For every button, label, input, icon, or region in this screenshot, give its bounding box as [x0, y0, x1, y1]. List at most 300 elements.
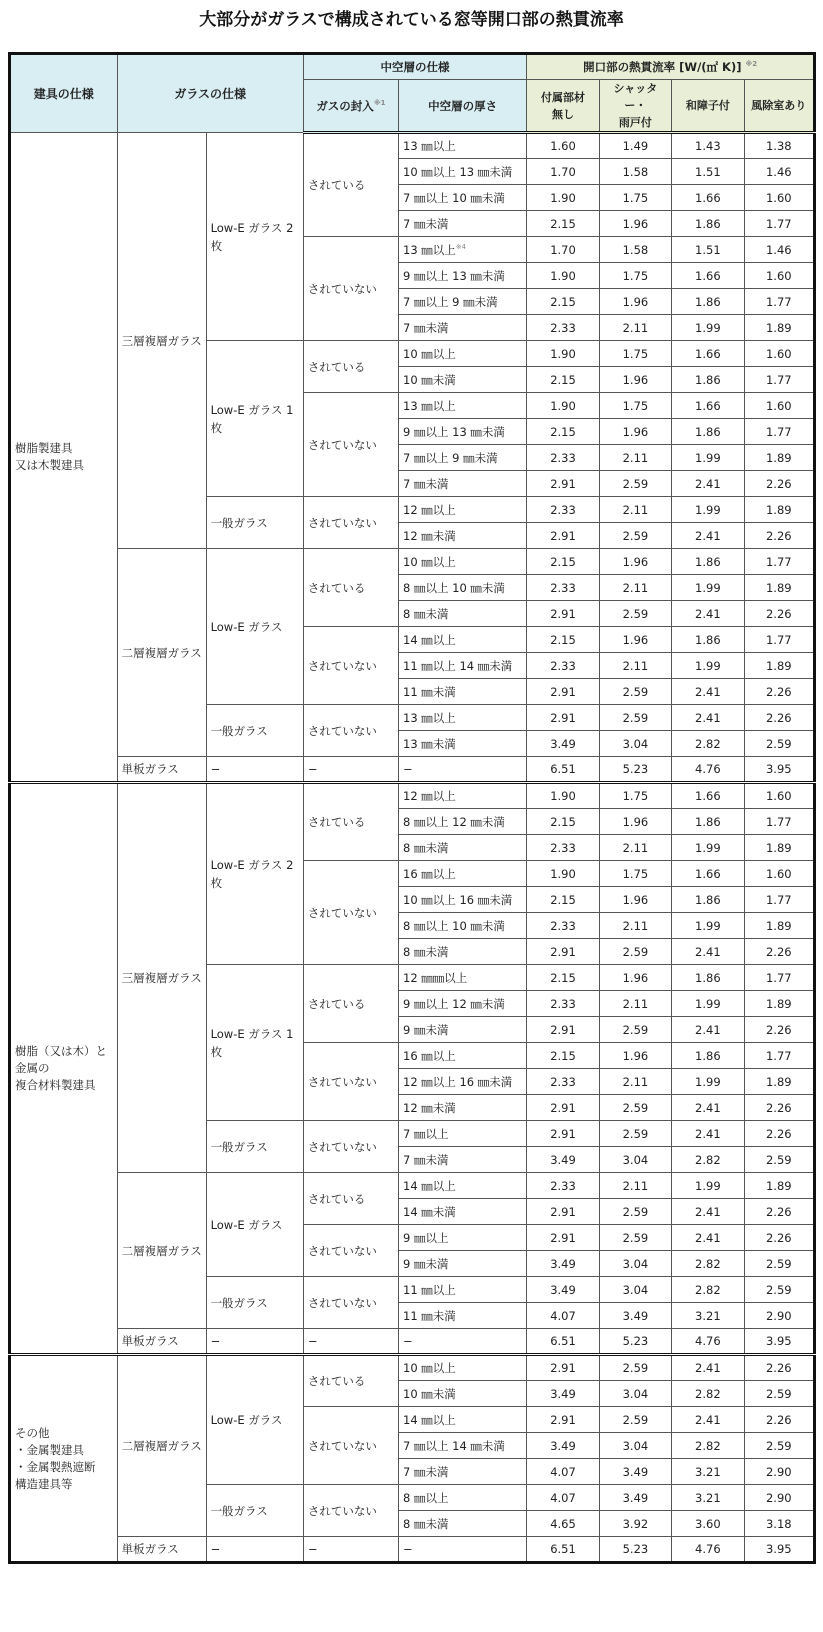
u-shoji-cell: 1.66	[672, 341, 744, 367]
u-no-attach-cell: 2.33	[527, 1069, 599, 1095]
hollow-thickness-text: 11 ㎜未満	[403, 684, 456, 699]
u-shoji-cell: 1.99	[672, 445, 744, 471]
u-shoji-cell: 1.66	[672, 185, 744, 211]
u-windbreak-cell: 1.60	[744, 393, 814, 419]
u-shutter-cell: 2.59	[599, 1017, 671, 1043]
hollow-thickness-cell	[399, 1485, 527, 1511]
u-shoji-cell: 1.86	[672, 419, 744, 445]
hollow-thickness-cell	[399, 809, 527, 835]
u-value-table-container	[8, 52, 816, 1630]
u-shutter-cell: 1.58	[599, 159, 671, 185]
glass-type-cell: 単板ガラス	[117, 757, 206, 783]
glass-sub-cell: Low-E ガラス 1 枚	[206, 341, 303, 497]
glass-sub-cell: 一般ガラス	[206, 1121, 303, 1173]
u-shoji-cell: 1.99	[672, 1173, 744, 1199]
header-gas-fill-label: ガスの封入	[316, 98, 374, 113]
u-shoji-cell: 1.99	[672, 1069, 744, 1095]
u-windbreak-cell: 3.95	[744, 1537, 814, 1563]
hollow-thickness-cell	[399, 1381, 527, 1407]
u-no-attach-cell: 2.91	[527, 601, 599, 627]
glass-sub-cell: Low-E ガラス 1 枚	[206, 965, 303, 1121]
u-shutter-cell: 2.59	[599, 471, 671, 497]
hollow-thickness-text: 7 ㎜未満	[403, 216, 449, 231]
u-shoji-cell: 1.86	[672, 549, 744, 575]
footnote-mark: ※4	[455, 242, 467, 251]
hollow-thickness-text: 10 ㎜未満	[403, 1386, 456, 1401]
u-no-attach-cell: 3.49	[527, 1147, 599, 1173]
hollow-thickness-text: 10 ㎜以上	[403, 346, 456, 361]
u-windbreak-cell: 2.59	[744, 731, 814, 757]
u-shutter-cell: 5.23	[599, 757, 671, 783]
u-windbreak-cell: 1.77	[744, 965, 814, 991]
u-no-attach-cell: 4.07	[527, 1459, 599, 1485]
u-shoji-cell: 1.66	[672, 263, 744, 289]
hollow-thickness-cell	[399, 419, 527, 445]
hollow-thickness-cell	[399, 497, 527, 523]
hollow-thickness-text: 12 ㎜未満	[403, 1100, 456, 1115]
u-no-attach-cell: 2.15	[527, 809, 599, 835]
hollow-thickness-text: 9 ㎜以上 13 ㎜未満	[403, 424, 505, 439]
hollow-thickness-cell	[399, 627, 527, 653]
u-windbreak-cell: 2.26	[744, 939, 814, 965]
glass-type-cell: 三層複層ガラス	[117, 783, 206, 1173]
u-shoji-cell: 2.41	[672, 939, 744, 965]
u-shoji-cell: 3.60	[672, 1511, 744, 1537]
u-no-attach-cell: 2.91	[527, 1225, 599, 1251]
u-no-attach-cell: 2.15	[527, 1043, 599, 1069]
hollow-thickness-cell	[399, 1433, 527, 1459]
u-windbreak-cell: 2.59	[744, 1433, 814, 1459]
u-no-attach-cell: 2.91	[527, 679, 599, 705]
u-shutter-cell: 3.04	[599, 1147, 671, 1173]
hollow-thickness-text: 9 ㎜以上 13 ㎜未満	[403, 268, 505, 283]
u-no-attach-cell: 2.91	[527, 471, 599, 497]
u-shoji-cell: 4.76	[672, 1329, 744, 1355]
hollow-thickness-cell	[399, 1199, 527, 1225]
u-no-attach-cell: 2.33	[527, 913, 599, 939]
u-shutter-cell: 1.96	[599, 627, 671, 653]
hollow-thickness-cell	[399, 757, 527, 783]
u-shoji-cell: 2.41	[672, 1095, 744, 1121]
u-shoji-cell: 1.99	[672, 991, 744, 1017]
hollow-thickness-cell	[399, 731, 527, 757]
hollow-thickness-text: 12 ㎜以上	[403, 789, 456, 803]
hollow-thickness-text: 13 ㎜以上	[403, 710, 456, 725]
header-col-no-attach: 付属部材 無し	[527, 80, 599, 133]
u-no-attach-cell: 2.33	[527, 575, 599, 601]
u-windbreak-cell: 1.60	[744, 341, 814, 367]
u-no-attach-cell: 2.15	[527, 289, 599, 315]
u-windbreak-cell: 1.89	[744, 913, 814, 939]
u-shoji-cell: 1.99	[672, 315, 744, 341]
u-shutter-cell: 2.11	[599, 991, 671, 1017]
hollow-thickness-text: 12 ㎜未満	[403, 528, 456, 543]
u-windbreak-cell: 2.26	[744, 705, 814, 731]
u-value-table	[8, 52, 816, 1564]
hollow-thickness-text: 10 ㎜以上 16 ㎜未満	[403, 892, 513, 907]
hollow-thickness-cell	[399, 1225, 527, 1251]
u-shoji-cell: 2.41	[672, 523, 744, 549]
gas-fill-cell: されている	[303, 1355, 398, 1407]
table-row	[10, 1355, 815, 1381]
hollow-thickness-text: 13 ㎜未満	[403, 736, 456, 751]
u-windbreak-cell: 1.89	[744, 315, 814, 341]
u-shutter-cell: 2.59	[599, 601, 671, 627]
u-windbreak-cell: 1.60	[744, 861, 814, 887]
u-no-attach-cell: 2.91	[527, 939, 599, 965]
u-shoji-cell: 2.82	[672, 1277, 744, 1303]
fitting-cell: 樹脂製建具 又は木製建具	[10, 133, 118, 783]
hollow-thickness-cell	[399, 1511, 527, 1537]
u-shutter-cell: 2.11	[599, 315, 671, 341]
u-shutter-cell: 1.96	[599, 809, 671, 835]
u-no-attach-cell: 3.49	[527, 1251, 599, 1277]
u-shutter-cell: 2.11	[599, 575, 671, 601]
glass-sub-cell: 一般ガラス	[206, 497, 303, 549]
u-windbreak-cell: 1.38	[744, 133, 814, 159]
hollow-thickness-cell	[399, 1277, 527, 1303]
u-shutter-cell: 5.23	[599, 1329, 671, 1355]
fitting-cell: 樹脂（又は木）と 金属の 複合材料製建具	[10, 783, 118, 1355]
hollow-thickness-text: 14 ㎜以上	[403, 1412, 456, 1427]
u-windbreak-cell: 1.89	[744, 835, 814, 861]
u-shoji-cell: 1.51	[672, 159, 744, 185]
hollow-thickness-text: 8 ㎜以上 10 ㎜未満	[403, 918, 505, 933]
u-shutter-cell: 1.75	[599, 341, 671, 367]
u-shoji-cell: 4.76	[672, 1537, 744, 1563]
u-windbreak-cell: 3.95	[744, 1329, 814, 1355]
u-no-attach-cell: 1.90	[527, 783, 599, 809]
u-windbreak-cell: 2.26	[744, 1095, 814, 1121]
u-windbreak-cell: 1.77	[744, 289, 814, 315]
glass-sub-cell: Low-E ガラス	[206, 549, 303, 705]
u-shutter-cell: 2.11	[599, 1173, 671, 1199]
u-windbreak-cell: 2.90	[744, 1303, 814, 1329]
hollow-thickness-text: 7 ㎜未満	[403, 1152, 449, 1167]
gas-fill-cell: −	[303, 1329, 398, 1355]
u-shoji-cell: 2.41	[672, 1121, 744, 1147]
hollow-thickness-cell	[399, 159, 527, 185]
u-shutter-cell: 1.96	[599, 1043, 671, 1069]
u-windbreak-cell: 2.59	[744, 1277, 814, 1303]
u-no-attach-cell: 2.15	[527, 965, 599, 991]
hollow-thickness-cell	[399, 1407, 527, 1433]
u-shoji-cell: 3.21	[672, 1303, 744, 1329]
hollow-thickness-cell	[399, 679, 527, 705]
u-shoji-cell: 2.41	[672, 1355, 744, 1381]
hollow-thickness-text: 9 ㎜未満	[403, 1022, 449, 1037]
u-shutter-cell: 1.75	[599, 783, 671, 809]
u-shutter-cell: 2.59	[599, 705, 671, 731]
gas-fill-cell: されている	[303, 549, 398, 627]
u-windbreak-cell: 3.18	[744, 1511, 814, 1537]
glass-sub-cell: 一般ガラス	[206, 1485, 303, 1537]
u-shutter-cell: 2.11	[599, 913, 671, 939]
u-no-attach-cell: 4.65	[527, 1511, 599, 1537]
u-windbreak-cell: 2.26	[744, 1121, 814, 1147]
hollow-thickness-text: 8 ㎜以上 12 ㎜未満	[403, 814, 505, 829]
gas-fill-cell: されている	[303, 783, 398, 861]
u-no-attach-cell: 3.49	[527, 731, 599, 757]
u-shutter-cell: 1.96	[599, 549, 671, 575]
u-shutter-cell: 3.04	[599, 1433, 671, 1459]
u-shutter-cell: 2.11	[599, 445, 671, 471]
hollow-thickness-text: 7 ㎜以上	[403, 1126, 449, 1141]
u-shutter-cell: 1.75	[599, 393, 671, 419]
u-shoji-cell: 1.99	[672, 835, 744, 861]
glass-type-cell: 二層複層ガラス	[117, 549, 206, 757]
table-row	[10, 1173, 815, 1199]
hollow-thickness-text: 10 ㎜以上	[403, 554, 456, 569]
table-row	[10, 757, 815, 783]
header-gas-fill	[303, 80, 398, 133]
header-u-value-label: 開口部の熱貫流率 [W/(㎡ K)]	[583, 60, 742, 74]
u-windbreak-cell: 3.95	[744, 757, 814, 783]
u-no-attach-cell: 2.91	[527, 1407, 599, 1433]
table-body	[10, 133, 815, 1563]
table-row	[10, 133, 815, 159]
hollow-thickness-text: 14 ㎜未満	[403, 1204, 456, 1219]
u-shoji-cell: 2.41	[672, 1407, 744, 1433]
u-shoji-cell: 2.82	[672, 1147, 744, 1173]
u-no-attach-cell: 1.70	[527, 237, 599, 263]
hollow-thickness-cell	[399, 549, 527, 575]
u-no-attach-cell: 2.33	[527, 835, 599, 861]
u-windbreak-cell: 2.26	[744, 1407, 814, 1433]
hollow-thickness-cell	[399, 1355, 527, 1381]
gas-fill-cell: −	[303, 1537, 398, 1563]
hollow-thickness-text: 9 ㎜以上 12 ㎜未満	[403, 996, 505, 1011]
u-shoji-cell: 2.82	[672, 1381, 744, 1407]
u-shoji-cell: 2.41	[672, 471, 744, 497]
u-windbreak-cell: 1.77	[744, 887, 814, 913]
u-shoji-cell: 1.43	[672, 133, 744, 159]
table-header	[10, 54, 815, 133]
u-shutter-cell: 1.96	[599, 965, 671, 991]
table-row	[10, 1537, 815, 1563]
u-windbreak-cell: 1.89	[744, 991, 814, 1017]
u-no-attach-cell: 2.33	[527, 1173, 599, 1199]
gas-fill-cell: されていない	[303, 1043, 398, 1121]
hollow-thickness-text: 10 ㎜以上 13 ㎜未満	[403, 164, 513, 179]
u-no-attach-cell: 6.51	[527, 1329, 599, 1355]
u-no-attach-cell: 1.90	[527, 393, 599, 419]
glass-type-cell: 二層複層ガラス	[117, 1355, 206, 1537]
glass-sub-cell: 一般ガラス	[206, 705, 303, 757]
u-no-attach-cell: 1.90	[527, 263, 599, 289]
hollow-thickness-text: 11 ㎜未満	[403, 1308, 456, 1323]
hollow-thickness-cell	[399, 1173, 527, 1199]
u-shoji-cell: 2.41	[672, 1199, 744, 1225]
u-shoji-cell: 1.99	[672, 653, 744, 679]
hollow-thickness-cell	[399, 289, 527, 315]
u-shutter-cell: 3.49	[599, 1303, 671, 1329]
glass-type-cell: 三層複層ガラス	[117, 133, 206, 549]
hollow-thickness-cell	[399, 913, 527, 939]
glass-type-cell: 二層複層ガラス	[117, 1173, 206, 1329]
u-windbreak-cell: 1.77	[744, 1043, 814, 1069]
u-no-attach-cell: 2.33	[527, 653, 599, 679]
u-no-attach-cell: 2.15	[527, 367, 599, 393]
u-windbreak-cell: 2.59	[744, 1381, 814, 1407]
hollow-thickness-text: 13 ㎜以上	[403, 242, 456, 257]
hollow-thickness-text: 13 ㎜以上	[403, 398, 456, 413]
u-windbreak-cell: 1.77	[744, 419, 814, 445]
hollow-thickness-cell	[399, 1459, 527, 1485]
table-row	[10, 783, 815, 809]
hollow-thickness-cell	[399, 1121, 527, 1147]
hollow-thickness-cell	[399, 393, 527, 419]
u-windbreak-cell: 1.77	[744, 549, 814, 575]
hollow-thickness-text: 7 ㎜以上 9 ㎜未満	[403, 450, 498, 465]
u-shoji-cell: 1.99	[672, 575, 744, 601]
hollow-thickness-text: −	[403, 1542, 413, 1556]
u-no-attach-cell: 2.33	[527, 991, 599, 1017]
u-windbreak-cell: 1.60	[744, 263, 814, 289]
hollow-thickness-text: −	[403, 1334, 413, 1348]
hollow-thickness-cell	[399, 1069, 527, 1095]
u-windbreak-cell: 1.60	[744, 185, 814, 211]
header-col-shutter: シャッター・ 雨戸付	[599, 80, 671, 133]
u-shutter-cell: 3.92	[599, 1511, 671, 1537]
u-shoji-cell: 2.41	[672, 601, 744, 627]
hollow-thickness-cell	[399, 133, 527, 159]
u-shoji-cell: 1.66	[672, 393, 744, 419]
hollow-thickness-text: 8 ㎜以上	[403, 1490, 449, 1505]
u-shutter-cell: 2.11	[599, 497, 671, 523]
u-shoji-cell: 1.86	[672, 1043, 744, 1069]
u-shutter-cell: 3.04	[599, 731, 671, 757]
u-no-attach-cell: 3.49	[527, 1433, 599, 1459]
u-shutter-cell: 2.59	[599, 1121, 671, 1147]
u-shoji-cell: 1.86	[672, 289, 744, 315]
hollow-thickness-text: 8 ㎜未満	[403, 1516, 449, 1531]
hollow-thickness-cell	[399, 887, 527, 913]
header-u-value-note: ※2	[745, 60, 758, 69]
header-glass-spec: ガラスの仕様	[117, 54, 303, 133]
u-windbreak-cell: 1.77	[744, 211, 814, 237]
glass-sub-cell: Low-E ガラス 2 枚	[206, 133, 303, 341]
u-shoji-cell: 1.66	[672, 783, 744, 809]
u-windbreak-cell: 2.26	[744, 471, 814, 497]
u-windbreak-cell: 2.26	[744, 1199, 814, 1225]
hollow-thickness-cell	[399, 653, 527, 679]
u-no-attach-cell: 2.91	[527, 1017, 599, 1043]
hollow-thickness-text: 10 ㎜以上	[403, 1361, 456, 1375]
u-windbreak-cell: 1.77	[744, 627, 814, 653]
gas-fill-cell: されていない	[303, 1225, 398, 1277]
u-windbreak-cell: 2.26	[744, 679, 814, 705]
u-shutter-cell: 3.04	[599, 1277, 671, 1303]
u-no-attach-cell: 2.91	[527, 1095, 599, 1121]
gas-fill-cell: されていない	[303, 1407, 398, 1485]
u-no-attach-cell: 2.91	[527, 705, 599, 731]
u-shutter-cell: 3.04	[599, 1381, 671, 1407]
hollow-thickness-cell	[399, 1043, 527, 1069]
u-shoji-cell: 1.86	[672, 809, 744, 835]
hollow-thickness-cell	[399, 237, 527, 263]
hollow-thickness-text: 7 ㎜以上 14 ㎜未満	[403, 1438, 505, 1453]
u-shoji-cell: 1.99	[672, 913, 744, 939]
hollow-thickness-text: 9 ㎜以上	[403, 1230, 449, 1245]
hollow-thickness-cell	[399, 315, 527, 341]
hollow-thickness-cell	[399, 939, 527, 965]
u-shoji-cell: 4.76	[672, 757, 744, 783]
u-windbreak-cell: 1.46	[744, 237, 814, 263]
glass-type-cell: 単板ガラス	[117, 1537, 206, 1563]
hollow-thickness-cell	[399, 965, 527, 991]
u-no-attach-cell: 2.91	[527, 1355, 599, 1381]
u-shoji-cell: 2.41	[672, 679, 744, 705]
hollow-thickness-text: 8 ㎜未満	[403, 944, 449, 959]
u-no-attach-cell: 2.15	[527, 887, 599, 913]
gas-fill-cell: されていない	[303, 237, 398, 341]
page-title: 大部分がガラスで構成されている窓等開口部の熱貫流率	[199, 10, 624, 30]
gas-fill-cell: されている	[303, 341, 398, 393]
u-shoji-cell: 1.86	[672, 627, 744, 653]
u-windbreak-cell: 2.26	[744, 523, 814, 549]
u-windbreak-cell: 1.89	[744, 1069, 814, 1095]
u-shoji-cell: 2.41	[672, 1225, 744, 1251]
u-shutter-cell: 2.59	[599, 1225, 671, 1251]
u-no-attach-cell: 1.90	[527, 341, 599, 367]
gas-fill-cell: されていない	[303, 497, 398, 549]
gas-fill-cell: されている	[303, 965, 398, 1043]
hollow-thickness-cell	[399, 445, 527, 471]
u-shoji-cell: 1.86	[672, 367, 744, 393]
u-shutter-cell: 2.11	[599, 1069, 671, 1095]
u-shoji-cell: 3.21	[672, 1485, 744, 1511]
u-windbreak-cell: 2.59	[744, 1251, 814, 1277]
gas-fill-cell: されていない	[303, 627, 398, 705]
fitting-cell: その他 ・金属製建具 ・金属製熱遮断 構造建具等	[10, 1355, 118, 1563]
u-shoji-cell: 1.86	[672, 211, 744, 237]
u-no-attach-cell: 1.70	[527, 159, 599, 185]
gas-fill-cell: されている	[303, 1173, 398, 1225]
u-shoji-cell: 2.41	[672, 705, 744, 731]
hollow-thickness-text: 11 ㎜以上 14 ㎜未満	[403, 658, 513, 673]
glass-sub-cell: Low-E ガラス 2 枚	[206, 783, 303, 965]
u-shoji-cell: 1.86	[672, 965, 744, 991]
glass-sub-cell: −	[206, 1329, 303, 1355]
hollow-thickness-cell	[399, 991, 527, 1017]
u-shutter-cell: 2.59	[599, 1407, 671, 1433]
u-windbreak-cell: 1.60	[744, 783, 814, 809]
u-shutter-cell: 2.11	[599, 835, 671, 861]
header-u-value	[527, 54, 815, 80]
u-windbreak-cell: 1.77	[744, 367, 814, 393]
header-col-windbreak: 風除室あり	[744, 80, 814, 133]
hollow-thickness-cell	[399, 1537, 527, 1563]
u-no-attach-cell: 6.51	[527, 757, 599, 783]
hollow-thickness-cell	[399, 575, 527, 601]
hollow-thickness-cell	[399, 601, 527, 627]
u-shutter-cell: 2.59	[599, 679, 671, 705]
u-shoji-cell: 1.99	[672, 497, 744, 523]
u-shoji-cell: 2.41	[672, 1017, 744, 1043]
u-windbreak-cell: 2.26	[744, 601, 814, 627]
u-windbreak-cell: 1.89	[744, 575, 814, 601]
header-col-shoji: 和障子付	[672, 80, 744, 133]
u-shoji-cell: 1.66	[672, 861, 744, 887]
hollow-thickness-text: 16 ㎜以上	[403, 866, 456, 881]
header-hollow-thickness: 中空層の厚さ	[399, 80, 527, 133]
u-shutter-cell: 1.96	[599, 887, 671, 913]
u-no-attach-cell: 2.15	[527, 627, 599, 653]
hollow-thickness-cell	[399, 523, 527, 549]
u-no-attach-cell: 2.15	[527, 211, 599, 237]
hollow-thickness-cell	[399, 471, 527, 497]
